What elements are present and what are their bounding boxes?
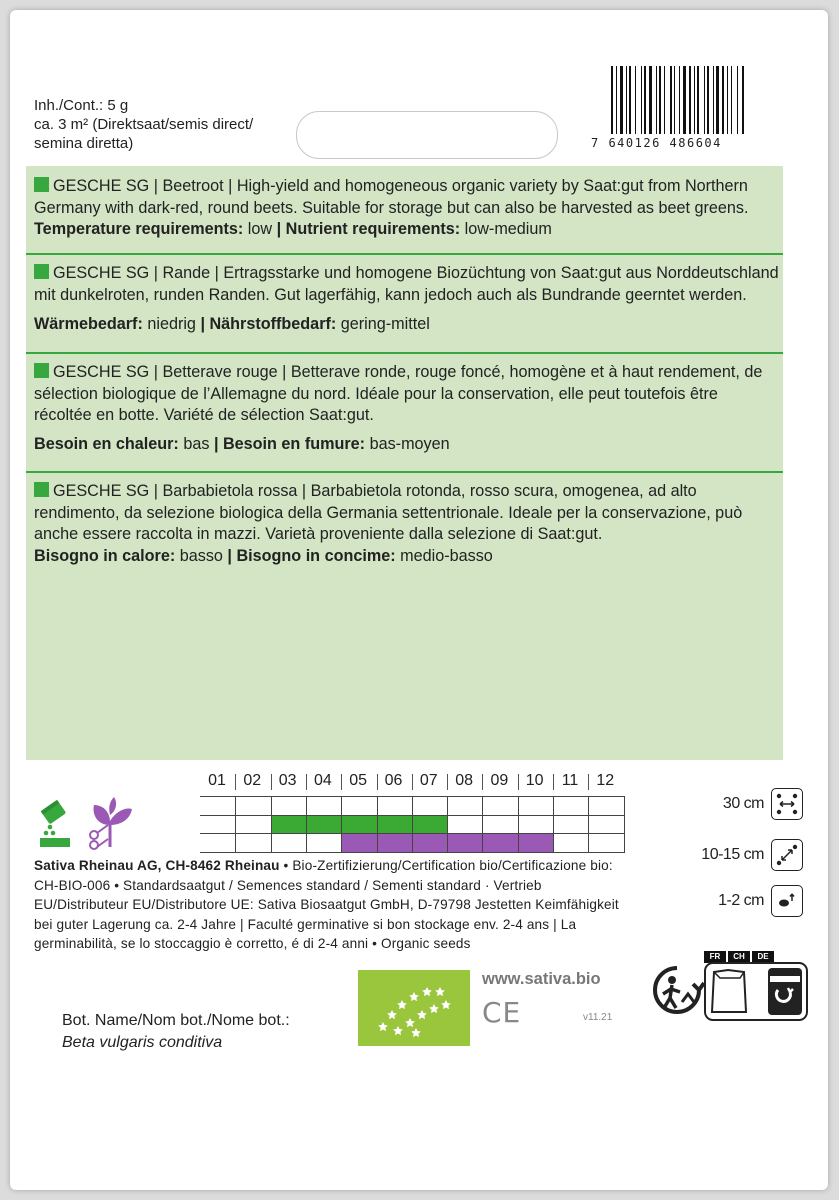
barcode-bar — [611, 66, 613, 134]
content-weight: Inh./Cont.: 5 g — [34, 97, 129, 114]
calendar-month-divider — [235, 774, 236, 790]
requirement-value: niedrig — [142, 315, 201, 333]
requirement-value: medio-basso — [395, 546, 493, 565]
calendar-month-label: 08 — [455, 772, 473, 789]
requirement-label: | Nährstoffbedarf: — [200, 315, 337, 333]
barcode-bar — [644, 66, 646, 134]
calendar-row-line — [200, 852, 625, 853]
barcode-bar — [737, 66, 738, 134]
barcode-bar — [649, 66, 652, 134]
description-english — [34, 176, 779, 241]
row-spacing — [723, 788, 803, 820]
barcode-bar — [731, 66, 732, 134]
calendar-month-divider — [271, 774, 272, 790]
calendar-month-divider — [306, 774, 307, 790]
content-info — [34, 96, 253, 153]
hang-slot — [296, 111, 558, 159]
barcode-bar — [683, 66, 686, 134]
requirement-value: gering-mittel — [336, 315, 430, 333]
content-area-cont: semina diretta) — [34, 135, 134, 152]
barcode-bar — [664, 66, 665, 134]
calendar-month-divider — [341, 774, 342, 790]
calendar-month-divider — [518, 774, 519, 790]
disposal-info — [704, 951, 808, 1021]
seed-depth — [718, 885, 803, 917]
calendar-month-divider — [553, 774, 554, 790]
requirement-label: Temperature requirements: — [34, 220, 244, 238]
calendar-month-divider — [588, 774, 589, 790]
calendar-col-line — [482, 796, 483, 852]
barcode-bar — [694, 66, 695, 134]
green-square-icon — [34, 177, 49, 192]
calendar-col-line — [518, 796, 519, 852]
calendar-month-label: 10 — [525, 772, 544, 789]
ce-mark: CE — [482, 996, 522, 1029]
requirement-value: bas-moyen — [365, 434, 450, 453]
requirement-value: basso — [175, 546, 228, 565]
calendar-months — [200, 772, 640, 792]
plant-spacing-value: 10-15 cm — [701, 846, 764, 863]
barcode-bar — [629, 66, 631, 134]
company-text: • Bio-Zertifizierung/Certification bio/Certificazione bio: CH-BIO-006 • Standardsaatgut / Semences standard / Sementi standard · Vertrieb EU/Distributeur EU/Distributore UE: Sativa Biosaatgut GmbH, D-79798 Jestetten Keimfähigkeit bei guter Lagerung ca. 2-4 Jahre | Faculté germinative si bon stockage env. 2-4 ans | La germinabilità, se lo stoccaggio è corretto, é di 2-4 anni • Organic seeds — [34, 858, 619, 951]
calendar-month-label: 06 — [384, 772, 403, 789]
calendar-month-label: 04 — [313, 772, 332, 789]
variety-name: GESCHE SG — [53, 177, 150, 195]
variety-name: GESCHE SG — [53, 264, 150, 282]
calendar-month-label: 05 — [349, 772, 368, 789]
barcode-bar — [722, 66, 724, 134]
row-spacing-value: 30 cm — [722, 795, 764, 812]
website-link[interactable]: www.sativa.bio — [482, 970, 601, 988]
sort-bin-icon — [704, 962, 808, 1021]
barcode-bar — [659, 66, 661, 134]
calendar-month-divider — [412, 774, 413, 790]
description-text: | Betterave rouge | Betterave ronde, rouge foncé, homogène et à haut rendement, de sélection biologique de l’Allemagne du nord. Idéale pour la conservation, elle peut toutefois être récoltée en botte. Variété de sélection Saat:gut. — [34, 363, 763, 424]
country-tab: DE — [752, 951, 774, 963]
barcode-bar — [656, 66, 657, 134]
calendar-month-label: 03 — [278, 772, 297, 789]
calendar-month-label: 01 — [208, 772, 226, 789]
barcode-bar — [674, 66, 675, 134]
requirement-label: Besoin en chaleur: — [34, 434, 179, 453]
calendar-month-label: 02 — [243, 772, 262, 789]
green-square-icon — [34, 482, 49, 497]
calendar-month-divider — [482, 774, 483, 790]
botanical-label: Bot. Name/Nom bot./Nome bot.: — [62, 1012, 290, 1029]
country-tab: FR — [704, 951, 726, 963]
barcode-bar — [616, 66, 617, 134]
calendar-col-line — [377, 796, 378, 852]
requirement-value: bas — [178, 434, 214, 453]
calendar-month-label: 12 — [596, 772, 615, 789]
barcode-bars — [611, 66, 769, 134]
content-area: ca. 3 m² (Direktsaat/semis direct/ — [34, 116, 254, 133]
barcode-bar — [679, 66, 680, 134]
description-text: | Barbabietola rossa | Barbabietola rotonda, rosso scura, omogenea, ad alto rendimento, da selezione biologica della Germania settentrionale. Ideale per la conservazione, può anche essere raccolta in mazzi. Varietà proveniente dalla selezione di Saat:gut. — [34, 482, 743, 543]
calendar-month-label: 07 — [419, 772, 438, 789]
description-panel — [26, 166, 783, 760]
description-text: | Rande | Ertragsstarke und homogene Biozüchtung von Saat:gut aus Norddeutschland mit dunkelroten, runden Randen. Gut lagerfähig, kann jedoch auch als Bundrande geerntet werden. — [34, 264, 779, 304]
calendar-col-line — [447, 796, 448, 852]
triman-recycle-icon — [648, 962, 706, 1020]
calendar-col-line — [271, 796, 272, 852]
botanical-value: Beta vulgaris conditiva — [62, 1034, 223, 1051]
eu-organic-logo — [358, 970, 470, 1046]
harvest-icon — [84, 795, 136, 851]
barcode-bar — [716, 66, 719, 134]
barcode — [591, 66, 769, 154]
sowing-period-bar — [271, 815, 448, 834]
barcode-bar — [670, 66, 672, 134]
calendar-col-line — [588, 796, 589, 852]
barcode-bar — [635, 66, 636, 134]
calendar-col-line — [412, 796, 413, 852]
company-info — [34, 856, 634, 954]
barcode-number: 7 640126 486604 — [591, 136, 722, 150]
plant-spacing — [701, 839, 803, 871]
country-tab: CH — [728, 951, 750, 963]
description-text: | Beetroot | High-yield and homogeneous organic variety by Saat:gut from Northern Germany with dark-red, round beets. Suitable for storage but can also be harvested as beet greens. — [34, 177, 749, 217]
calendar-col-line — [235, 796, 236, 852]
separator — [26, 253, 783, 255]
seed-depth-value: 1-2 cm — [718, 892, 764, 909]
variety-name: GESCHE SG — [53, 363, 150, 381]
green-square-icon — [34, 264, 49, 279]
seed-depth-icon — [771, 885, 803, 917]
barcode-bar — [713, 66, 714, 134]
sowing-icon — [36, 800, 76, 850]
barcode-bar — [641, 66, 642, 134]
description-italian — [34, 481, 779, 567]
green-square-icon — [34, 363, 49, 378]
requirement-label: | Bisogno in concime: — [227, 546, 396, 565]
company-name: Sativa Rheinau AG, CH-8462 Rheinau — [34, 858, 280, 873]
calendar-col-line — [341, 796, 342, 852]
requirement-label: | Nutrient requirements: — [276, 220, 461, 238]
barcode-bar — [707, 66, 709, 134]
requirement-value: low — [243, 220, 277, 238]
botanical-name — [62, 1010, 290, 1054]
separator — [26, 352, 783, 354]
requirement-label: | Besoin en fumure: — [213, 434, 366, 453]
barcode-bar — [742, 66, 744, 134]
version-label: v11.21 — [583, 1012, 613, 1023]
requirement-value: low-medium — [460, 220, 552, 238]
calendar-col-line — [624, 796, 625, 852]
barcode-bar — [727, 66, 728, 134]
barcode-bar — [689, 66, 691, 134]
requirement-label: Bisogno in calore: — [34, 546, 176, 565]
barcode-bar — [704, 66, 705, 134]
description-french — [34, 362, 779, 455]
barcode-bar — [697, 66, 699, 134]
requirement-label: Wärmebedarf: — [34, 315, 143, 333]
description-german — [34, 263, 779, 336]
variety-name: GESCHE SG — [53, 482, 150, 500]
row-spacing-icon — [771, 788, 803, 820]
separator — [26, 471, 783, 473]
calendar-month-divider — [447, 774, 448, 790]
calendar-month-label: 09 — [490, 772, 509, 789]
calendar-month-divider — [377, 774, 378, 790]
barcode-bar — [626, 66, 627, 134]
calendar-col-line — [306, 796, 307, 852]
barcode-bar — [620, 66, 623, 134]
calendar-month-label: 11 — [561, 772, 579, 789]
plant-spacing-icon — [771, 839, 803, 871]
calendar-col-line — [553, 796, 554, 852]
